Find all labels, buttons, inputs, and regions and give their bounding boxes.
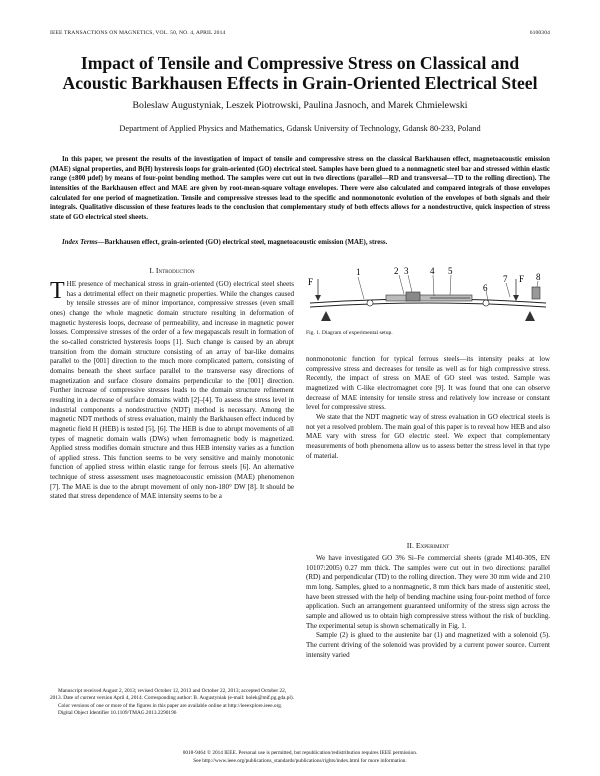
index-terms-text: —Barkhausen effect, grain-oriented (GO) electrical steel, magnetoacoustic emission (MAE), stress.	[97, 239, 388, 246]
bar-bottom-edge	[310, 303, 546, 307]
footnote-doi: Digital Object Identifier 10.1109/TMAG.2013.2290196	[58, 710, 177, 717]
experiment-body	[306, 554, 550, 742]
introduction-body	[50, 280, 294, 680]
leader-7	[506, 283, 510, 297]
figure-label-F-left: F	[308, 277, 314, 287]
affiliation: Department of Applied Physics and Mathematics, Gdansk University of Technology, Gdansk 80-233, Poland	[119, 124, 481, 133]
title-line-2: Acoustic Barkhausen Effects in Grain-Oriented Electrical Steel	[62, 73, 538, 93]
figure-label-6: 6	[483, 283, 488, 293]
intro-paragraph-2: nonmonotonic function for typical ferrous steels—its intensity peaks at low compressive stress and decreases for tensile as well as for high compressive stress. Recently, the impact of stress on MAE of GO steel was tested. Sample was magnetized with C-like electromagnet core [9]. It was found that one can observe decrease of MAE intensity for tensile stress and relatively low increase or constant level for compressive stress.	[306, 355, 550, 412]
support-right	[525, 311, 535, 321]
leader-4	[433, 275, 434, 296]
figure-label-3: 3	[404, 266, 409, 276]
title-line-1: Impact of Tensile and Compressive Stress on Classical and	[80, 53, 520, 73]
roller-right	[483, 300, 489, 306]
footnote	[50, 688, 294, 718]
paper-title	[0, 53, 600, 93]
experiment-paragraph-1: We have investigated GO 3% Si–Fe commercial sheets (grade M140-30S, EN 10107:2005) 0.27 mm thick. The samples were cut out in two directions: parallel (RD) and perpendicular (TD) to the rolling direction. They were 30 mm wide and 210 mm long. Samples, glued to a nonmagnetic, 8 mm thick bars made of austenitic steel, have been stressed with the help of bending machine using four-point method of force application. Such an arrangement guaranteed uniformity of the stress sign across the sample and allowed us to obtain high compressive stress without the risk of buckling. The experimental setup is shown schematically in Fig. 1.	[306, 554, 550, 630]
sensor-block	[406, 292, 420, 301]
index-terms	[50, 239, 550, 246]
running-header: IEEE TRANSACTIONS ON MAGNETICS, VOL. 50, NO. 4, APRIL 2014	[50, 30, 226, 36]
index-terms-label: Index Terms	[62, 239, 98, 246]
figure-label-1: 1	[356, 267, 361, 277]
figure-label-F-right: F	[519, 274, 525, 284]
authors: Boleslaw Augustyniak, Leszek Piotrowski, Paulina Jasnoch, and Marek Chmielewski	[132, 100, 468, 111]
figure-label-7: 7	[503, 274, 508, 284]
transducer	[532, 287, 540, 299]
leader-1	[358, 277, 364, 299]
introduction-continued	[306, 355, 550, 461]
experimental-setup-diagram	[306, 265, 550, 323]
force-arrow-head-left	[315, 295, 321, 301]
leader-2	[399, 275, 404, 294]
figure-label-5: 5	[448, 266, 453, 276]
abstract: In this paper, we present the results of the investigation of impact of tensile and compressive stress on the classical Barkhausen effect, magnetoacoustic emission (MAE) signal properties, and B(H) hysteresis loops for grain-oriented (GO) electrical steel. Samples have been glued to a nonmagnetic steel bar and stressed within elastic range (±800 μdef) by means of four-point bending method. The samples were cut out in two directions (parallel—RD and transversal—TD to the rolling direction). The intensities of the Barkhausen effect and MAE are given by root-mean-square voltage envelopes. There were also calculated and compared integrals of those envelopes calculated for one period of magnetization. Tensile and compressive stresses lead to the specific and nonmonotonic evolution of the envelopes of both signals and their integrals. Qualitative discussion of these features leads to the conclusion that complementary study of both effects allows for a nondestructive, quick inspection of stress state of GO electrical steel sheets.	[50, 156, 550, 221]
footnote-manuscript: Manuscript received August 2, 2013; revised October 12, 2013 and October 22, 2013; accepted October 22, 2013. Date of current version April 4, 2014. Corresponding author: B. Augustyniak (e-mail: bolek@mif.pg.gda.pl).	[50, 688, 294, 702]
experiment-paragraph-2: Sample (2) is glued to the austenite bar (1) and magnetized with a solenoid (5). The current driving of the solenoid was provided by a current power source. Current intensity varied	[306, 631, 550, 659]
figure-label-2: 2	[394, 266, 399, 276]
footnote-color: Color versions of one or more of the figures in this paper are available online at http://ieeexplore.ieee.org.	[58, 702, 283, 709]
figure-label-8: 8	[536, 272, 541, 282]
leader-3	[408, 275, 412, 292]
roller-left	[367, 300, 373, 306]
section-heading-introduction: I. Introduction	[149, 266, 195, 275]
support-left	[321, 311, 331, 321]
leader-5	[450, 275, 451, 295]
article-number: 6100304	[529, 30, 550, 36]
drop-cap: T	[50, 280, 65, 304]
intro-paragraph-1: presence of mechanical stress in grain-oriented (GO) electrical steel sheets has a detrimental effect on their magnetic properties. While the changes caused by tensile stresses are of minor importance, compressive stresses (even small ones) change the whole magnetic domain structure resulting in deformation of magnetic hysteresis loops, decrease of permeability, and increase in magnetic power losses. Compressive stresses of the order of a few megapascals result in formation of the so-called constricted hysteresis loops [1]. Such change is caused by an abrupt transition from the domain structure consisting of an array of bar-like domains parallel to the [001] direction to the much more complicated pattern, consisting of domains beneath the sheet surface parallel to the transverse easy directions of magnetization and surface closure domains perpendicular to the [001] direction. Further increase of compressive stresses leads to the domain structure refinement resulting in a decrease of surface domains width [2]–[4]. To assess the stress level in industrial components a nondestructive (NDT) method is necessary. Among the magnetic NDT methods of stress evaluation, mainly the Barkhausen effect induced by magnetic field H (HEB) is tested [5], [6]. The HEB is due to abrupt movements of all types of magnetic domain walls (DWs) when ferromagnetic body is magnetized. Applied stress modifies domain structure and thus HEB intensity varies as a function of applied stress. This function seems to be very sensitive and mainly monotonic function of applied stress within elastic range for ferrous steels [6]. An alternative technique of stress assessment uses magnetoacoustic emission (MAE) phenomenon [7]. The MAE is due to the abrupt movement of only non-180° DW [8]. It should be stated that stress dependence of MAE intensity seems to be a	[50, 280, 294, 501]
copyright-line-2: See http://www.ieee.org/publications_standards/publications/rights/index.html for more information.	[193, 757, 407, 764]
copyright-line-1: 0018-9464 © 2014 IEEE. Personal use is permitted, but republication/redistribution requires IEEE permission.	[182, 750, 418, 756]
figure-label-4: 4	[430, 266, 435, 276]
intro-paragraph-3: We state that the NDT magnetic way of stress evaluation in GO electrical steels is not yet a resolved problem. The main goal of this paper is to reveal how HEB and also MAE vary with stress for GO electric steel. We expect that complementary measurements of both phenomena allow us to assess better the stress level in that type of material.	[306, 412, 550, 460]
first-word: HE	[66, 280, 77, 288]
section-heading-experiment: II. Experiment	[406, 541, 450, 550]
figure-caption: Fig. 1. Diagram of experimental setup.	[306, 330, 393, 336]
force-arrow-head-right	[513, 295, 519, 301]
copyright-notice	[0, 750, 600, 765]
